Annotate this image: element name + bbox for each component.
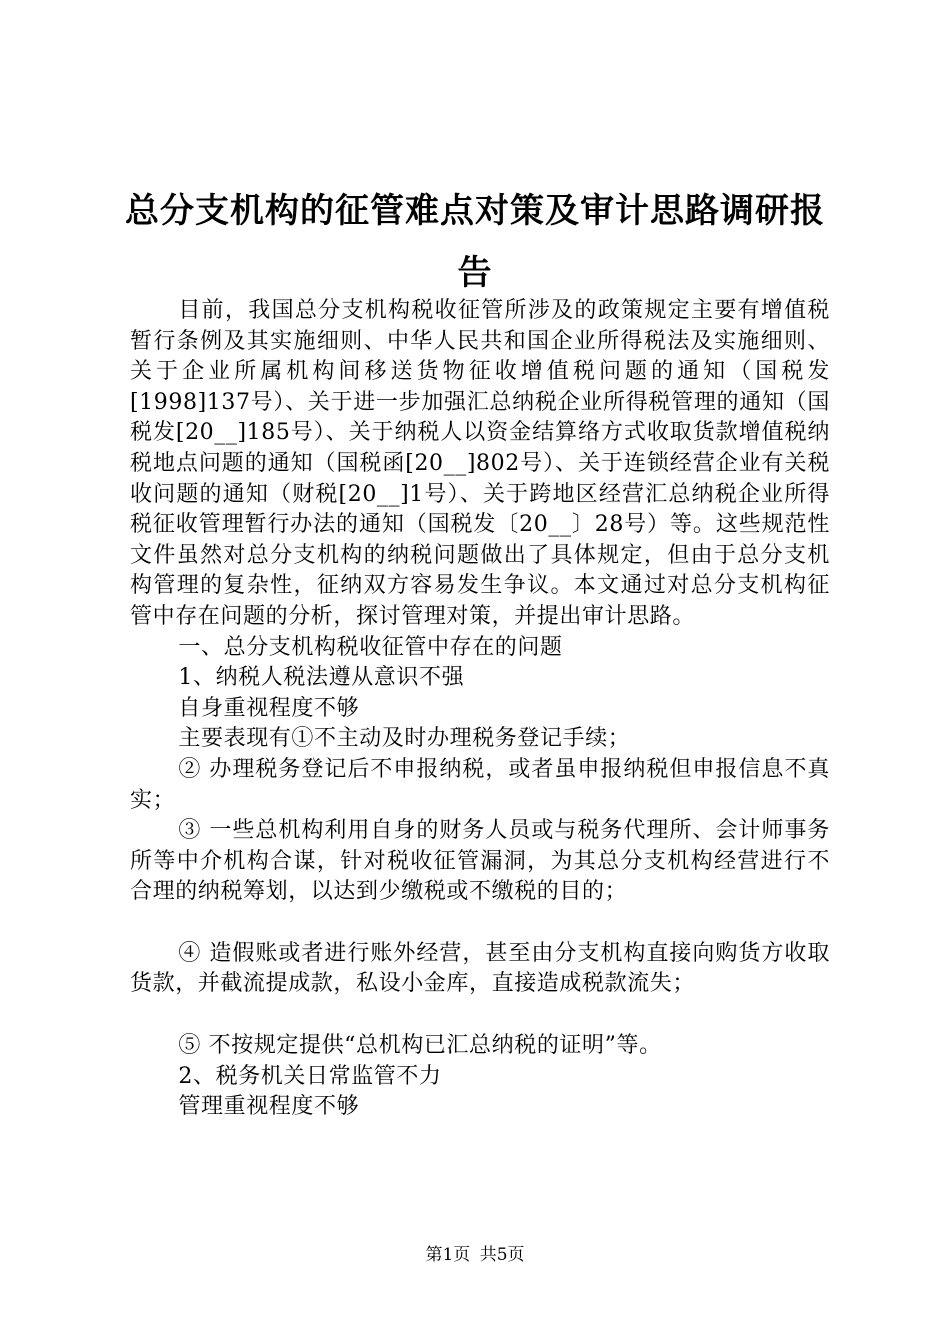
list-item-3: ③ 一些总机构利用自身的财务人员或与税务代理所、会计师事务所等中介机构合谋，针对税收征管漏洞，为其总分支机构经营进行不合理的纳税筹划，以达到少缴税或不缴税的目的； (130, 818, 830, 905)
document-body (130, 296, 830, 1123)
list-item-5: ⑤ 不按规定提供“总机构已汇总纳税的证明”等。 (178, 1033, 662, 1059)
page-footer (0, 1244, 950, 1266)
list-item-2: ② 办理税务登记后不申报纳税，或者虽申报纳税但申报信息不真实； (130, 756, 830, 813)
page-number: 第1页 (425, 1245, 471, 1265)
document-title: 总分支机构的征管难点对策及审计思路调研报告 (125, 191, 825, 293)
list-item-4: ④ 造假账或者进行账外经营，甚至由分支机构直接向购货方收取货款，并截流提成款，私设小金库，直接造成税款流失； (130, 940, 830, 997)
subheading-1a: 自身重视程度不够 (178, 695, 360, 721)
subheading-1: 1、纳税人税法遵从意识不强 (178, 665, 465, 691)
paragraph-intro: 目前，我国总分支机构税收征管所涉及的政策规定主要有增值税暂行条例及其实施细则、中华人民共和国企业所得税法及实施细则、关于企业所属机构间移送货物征收增值税问题的通知（国税发[1998]137号）、关于进一步加强汇总纳税企业所得税管理的通知（国税发[20__]185号）、关于纳税人以资金结算络方式收取货款增值税纳税地点问题的通知（国税函[20__]802号）、关于连锁经营企业有关税收问题的通知（财税[20__]1号）、关于跨地区经营汇总纳税企业所得税征收管理暂行办法的通知（国税发〔20__〕28号）等。这些规范性文件虽然对总分支机构的纳税问题做出了具体规定，但由于总分支机构管理的复杂性，征纳双方容易发生争议。本文通过对总分支机构征管中存在问题的分析，探讨管理对策，并提出审计思路。 (130, 298, 830, 629)
page-total: 共5页 (479, 1245, 525, 1265)
section-heading-1: 一、总分支机构税收征管中存在的问题 (178, 634, 563, 660)
subheading-2a: 管理重视程度不够 (178, 1094, 360, 1120)
subheading-2: 2、税务机关日常监管不力 (178, 1063, 442, 1089)
list-item-1: 主要表现有①不主动及时办理税务登记手续； (178, 726, 631, 752)
